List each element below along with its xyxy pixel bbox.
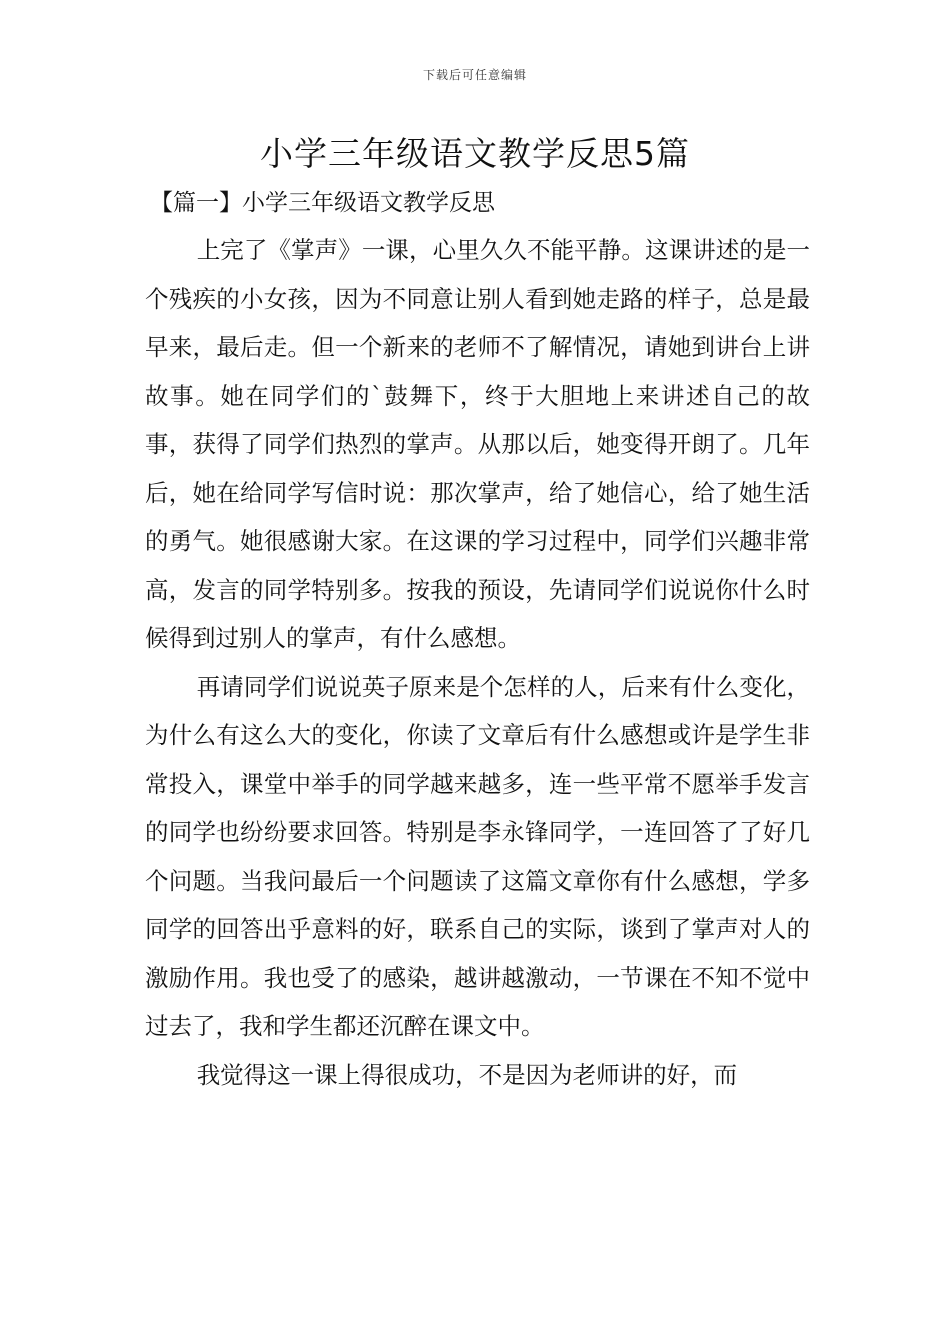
paragraph: 再请同学们说说英子原来是个怎样的人，后来有什么变化，为什么有这么大的变化，你读了文章后有什么感想或许是学生非常投入，课堂中举手的同学越来越多，连一些平常不愿举手发言的同学也纷纷要求回答。特别是李永锋同学，一连回答了了好几个问题。当我问最后一个问题读了这篇文章你有什么感想，学多同学的回答出乎意料的好，联系自己的实际，谈到了掌声对人的激励作用。我也受了的感染，越讲越激动，一节课在不知不觉中过去了，我和学生都还沉醉在课文中。 [145, 672, 810, 1040]
document-title: 小学三年级语文教学反思5篇 [260, 134, 690, 173]
paragraph: 我觉得这一课上得很成功，不是因为老师讲的好，而 [196, 1060, 738, 1089]
header-note: 下载后可任意编辑 [422, 68, 527, 82]
section-heading: 【篇一】小学三年级语文教学反思 [150, 190, 495, 216]
body-text [145, 226, 810, 1099]
paragraph: 上完了《掌声》一课，心里久久不能平静。这课讲述的是一个残疾的小女孩，因为不同意让别人看到她走路的样子，总是最早来，最后走。但一个新来的老师不了解情况，请她到讲台上讲故事。她在同学们的`鼓舞下，终于大胆地上来讲述自己的故事，获得了同学们热烈的掌声。从那以后，她变得开朗了。几年后，她在给同学写信时说：那次掌声，给了她信心，给了她生活的勇气。她很感谢大家。在这课的学习过程中，同学们兴趣非常高，发言的同学特别多。按我的预设，先请同学们说说你什么时候得到过别人的掌声，有什么感想。 [145, 236, 810, 652]
